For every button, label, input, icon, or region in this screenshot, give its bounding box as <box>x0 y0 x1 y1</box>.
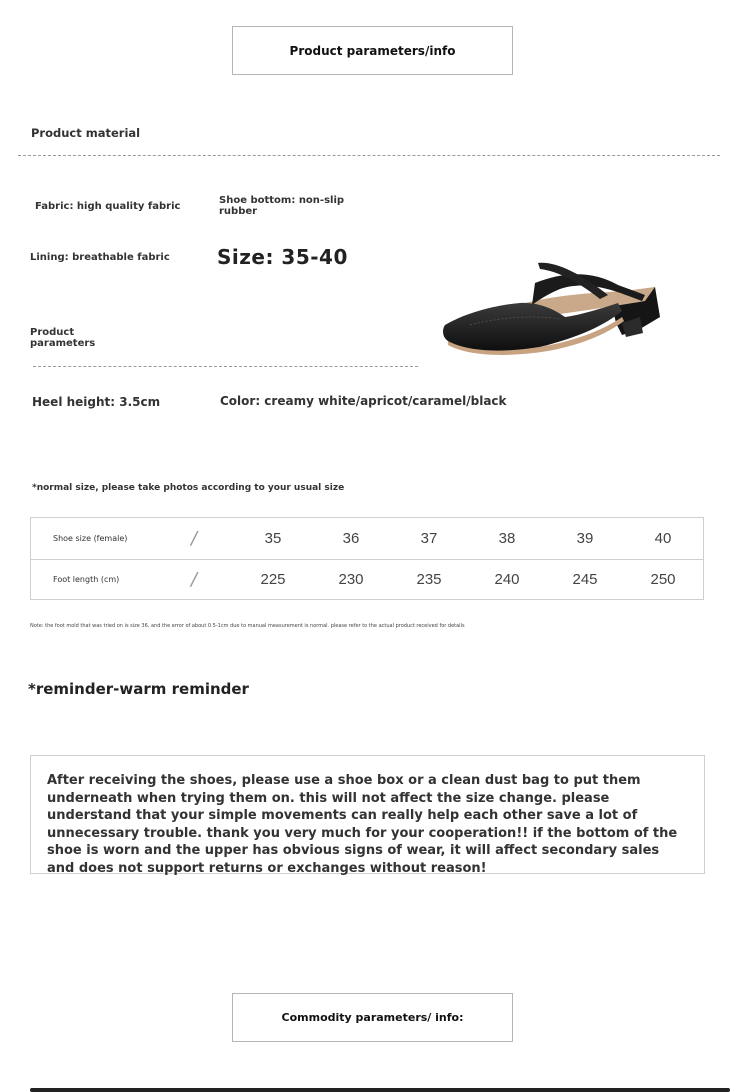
table-cell: 240 <box>494 571 520 588</box>
table-cell: 35 <box>264 530 282 547</box>
slash-separator: / <box>191 528 198 549</box>
product-parameters-heading-line-2: parameters <box>30 338 96 349</box>
product-parameters-heading <box>30 327 95 349</box>
slash-separator: / <box>191 569 198 590</box>
fabric-label: Fabric: high quality fabric <box>35 201 181 212</box>
product-parameters-heading-line-1: Product <box>30 327 75 338</box>
shoe-bottom-line-2: rubber <box>219 206 258 217</box>
commodity-parameters-title <box>232 993 513 1042</box>
table-cell: 39 <box>576 530 594 547</box>
table-cell: 230 <box>338 571 364 588</box>
reminder-text: After receiving the shoes, please use a shoe box or a clean dust bag to put them underneath when trying them on. this will not affect the size change. please understand that your simple movements can really help each other save a lot of unnecessary trouble. thank you very much for your cooperation!! if the bottom of the shoe is worn and the upper has obvious signs of wear, it will affect secondary sales and does not support returns or exchanges without reason! <box>47 773 678 876</box>
commodity-parameters-title-text: Commodity parameters/ info: <box>281 1011 464 1024</box>
table-cell: 40 <box>654 530 672 547</box>
color-label: Color: creamy white/apricot/caramel/black <box>220 394 507 408</box>
table-cell: 245 <box>572 571 598 588</box>
size-range-label: Size: 35-40 <box>217 245 348 269</box>
lining-label: Lining: breathable fabric <box>30 252 170 263</box>
shoe-image <box>440 255 670 360</box>
size-table <box>30 517 704 600</box>
heel-height-label: Heel height: 3.5cm <box>32 395 161 409</box>
table-row <box>31 559 703 600</box>
reminder-box <box>30 755 705 874</box>
divider <box>18 155 720 156</box>
bottom-edge-bar <box>30 1088 730 1092</box>
shoe-bottom-line-1: Shoe bottom: non-slip <box>219 195 345 206</box>
table-cell: 225 <box>260 571 286 588</box>
table-cell: 36 <box>342 530 360 547</box>
reminder-title: *reminder-warm reminder <box>28 680 249 698</box>
row-header: Shoe size (female) <box>53 534 128 543</box>
size-note: *normal size, please take photos according to your usual size <box>32 483 345 493</box>
product-material-heading: Product material <box>31 126 141 140</box>
table-cell: 37 <box>420 530 438 547</box>
product-parameters-title-text: Product parameters/info <box>289 43 456 58</box>
divider <box>33 366 418 367</box>
row-header: Foot length (cm) <box>53 575 120 584</box>
table-cell: 38 <box>498 530 516 547</box>
table-cell: 250 <box>650 571 676 588</box>
shoe-bottom-label <box>219 195 344 217</box>
fine-print-note: Note: the foot mold that was tried on is size 36, and the error of about 0.5-1cm due to manual measurement is normal. please refer to the actual product received for details <box>30 623 465 629</box>
table-cell: 235 <box>416 571 442 588</box>
table-row <box>31 518 703 560</box>
product-parameters-title <box>232 26 513 75</box>
